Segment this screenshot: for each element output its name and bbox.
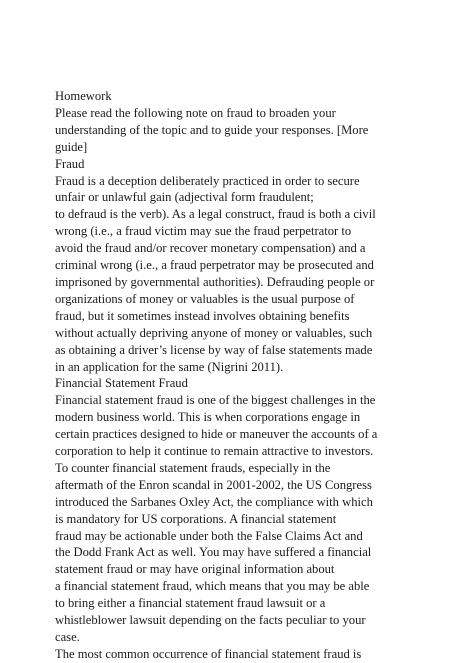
text-line: The most common occurrence of financial statement fraud is xyxy=(55,646,362,661)
text-line: Financial statement fraud is one of the biggest challenges in the xyxy=(55,393,376,408)
text-line: case. xyxy=(55,630,80,644)
text-line: corporation to help it continue to remain attractive to investors. xyxy=(55,444,374,459)
document-body xyxy=(55,88,415,663)
text-line: guide] xyxy=(55,139,88,154)
text-line: fraud, but it sometimes instead involves obtaining benefits xyxy=(55,308,350,323)
text-line: fraud may be actionable under both the False Claims Act and xyxy=(55,528,363,543)
text-line: Fraud is a deception deliberately practiced in order to secure xyxy=(55,173,360,188)
text-line: To counter financial statement frauds, especially in the xyxy=(55,460,331,475)
text-line: as obtaining a driver’s license by way of false statements made xyxy=(55,342,373,357)
text-line: to defraud is the verb). As a legal construct, fraud is both a civil xyxy=(55,207,376,222)
text-line: without actually depriving anyone of money or valuables, such xyxy=(55,325,373,340)
text-line: aftermath of the Enron scandal in 2001-2002, the US Congress xyxy=(55,477,372,492)
text-line: imprisoned by governmental authorities). Defrauding people or xyxy=(55,274,375,289)
text-line: understanding of the topic and to guide your responses. [More xyxy=(55,122,369,137)
text-line: introduced the Sarbanes Oxley Act, the compliance with which xyxy=(55,494,373,509)
text-line: unfair or unlawful gain (adjectival form fraudulent; xyxy=(55,190,314,205)
text-line: is mandatory for US corporations. A financial statement xyxy=(55,511,337,526)
heading-homework: Homework xyxy=(55,89,112,103)
heading-financial-statement-fraud: Financial Statement Fraud xyxy=(55,376,188,391)
text-line: to bring either a financial statement fraud lawsuit or a xyxy=(55,596,326,611)
text-line: Please read the following note on fraud to broaden your xyxy=(55,105,336,120)
text-line: organizations of money or valuables is the usual purpose of xyxy=(55,291,355,306)
text-line: in an application for the same (Nigrini 2011). xyxy=(55,359,284,374)
text-line: wrong (i.e., a fraud victim may sue the fraud perpetrator to xyxy=(55,224,352,239)
text-line: a financial statement fraud, which means that you may be able xyxy=(55,579,370,594)
text-line: avoid the fraud and/or recover monetary compensation) and a xyxy=(55,241,366,256)
text-line: criminal wrong (i.e., a fraud perpetrator may be prosecuted and xyxy=(55,258,374,273)
text-line: statement fraud or may have original information about xyxy=(55,562,335,577)
text-line: the Dodd Frank Act as well. You may have suffered a financial xyxy=(55,545,372,560)
text-line: whistleblower lawsuit depending on the facts peculiar to your xyxy=(55,613,366,628)
heading-fraud: Fraud xyxy=(55,156,85,171)
text-line: certain practices designed to hide or maneuver the accounts of a xyxy=(55,427,378,442)
text-line: modern business world. This is when corporations engage in xyxy=(55,410,361,425)
